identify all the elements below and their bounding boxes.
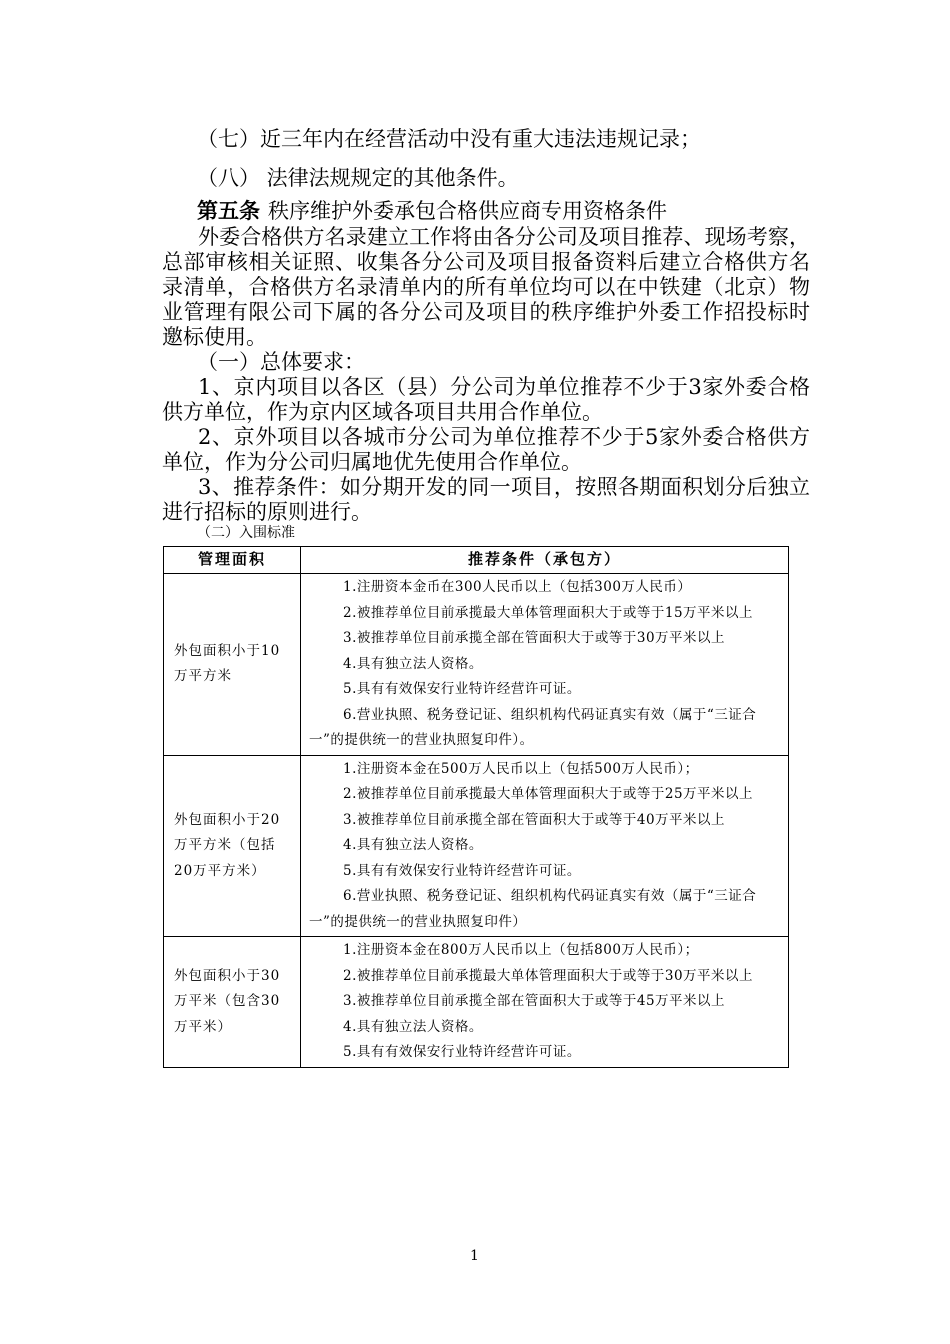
requirement-item-3: 3、推荐条件：如分期开发的同一项目，按照各期面积划分后独立进行招标的原则进行。 [162, 475, 810, 524]
requirement-item-2: 2、京外项目以各城市分公司为单位推荐不少于5家外委合格供方单位，作为分公司归属地优先使用合作单位。 [162, 425, 810, 474]
article-body: 外委合格供方名录建立工作将由各分公司及项目推荐、现场考察，总部审核相关证照、收集各分公司及项目报备资料后建立合格供方名录清单，合格供方名录清单内的所有单位均可以在中铁建（北京）物业管理有限公司下属的各分公司及项目的秩序维护外委工作招投标时邀标使用。 [162, 225, 810, 349]
condition-item: 5.具有有效保安行业特许经营许可证。 [343, 1044, 581, 1060]
condition-item: 3.被推荐单位目前承揽全部在管面积大于或等于45万平米以上 [343, 993, 726, 1009]
conditions-cell [301, 574, 789, 756]
admission-standard-table [163, 546, 789, 1068]
condition-item: 1.注册资本金币在300人民币以上（包括300万人民币） [343, 579, 692, 595]
header-conditions: 推荐条件（承包方） [301, 547, 789, 574]
conditions-cell [301, 937, 789, 1068]
article-title: 秩序维护外委承包合格供应商专用资格条件 [268, 199, 667, 223]
conditions-cell [301, 755, 789, 937]
condition-item: 4.具有独立法人资格。 [343, 837, 483, 853]
table-row [164, 574, 789, 756]
clause-eight: （八） 法律法规规定的其他条件。 [197, 166, 519, 190]
condition-item: 5.具有有效保安行业特许经营许可证。 [343, 681, 581, 697]
admission-standard-heading: （二）入围标准 [197, 525, 295, 541]
condition-item: 1.注册资本金在800万人民币以上（包括800万人民币）； [343, 942, 699, 958]
article-heading [197, 198, 667, 224]
area-cell: 外包面积小于20万平方米（包括20万平方米） [164, 755, 301, 937]
requirement-item-1: 1、京内项目以各区（县）分公司为单位推荐不少于3家外委合格供方单位，作为京内区域各项目共用合作单位。 [162, 375, 810, 424]
area-cell: 外包面积小于30万平米（包含30万平米） [164, 937, 301, 1068]
table-row [164, 937, 789, 1068]
clause-seven: （七）近三年内在经营活动中没有重大违法违规记录； [197, 127, 701, 151]
general-requirements-heading: （一）总体要求： [197, 350, 365, 374]
condition-item: 4.具有独立法人资格。 [343, 655, 483, 672]
header-area: 管理面积 [164, 547, 301, 574]
condition-item: 3.被推荐单位目前承揽全部在管面积大于或等于30万平米以上 [343, 630, 726, 646]
condition-item: 6.营业执照、税务登记证、组织机构代码证真实有效（属于“三证合一”的提供统一的营业执照复印件）。 [309, 706, 757, 748]
page-number: 1 [470, 1248, 479, 1264]
article-number: 第五条 [197, 198, 260, 223]
condition-item: 2.被推荐单位目前承揽最大单体管理面积大于或等于15万平米以上 [343, 604, 754, 621]
table-row [164, 755, 789, 937]
condition-item: 4.具有独立法人资格。 [343, 1018, 483, 1035]
condition-item: 2.被推荐单位目前承揽最大单体管理面积大于或等于25万平米以上 [343, 786, 754, 802]
condition-item: 5.具有有效保安行业特许经营许可证。 [343, 862, 581, 879]
condition-item: 6.营业执照、税务登记证、组织机构代码证真实有效（属于“三证合一”的提供统一的营业执照复印件） [309, 888, 757, 930]
condition-item: 3.被推荐单位目前承揽全部在管面积大于或等于40万平米以上 [343, 811, 726, 828]
condition-item: 2.被推荐单位目前承揽最大单体管理面积大于或等于30万平米以上 [343, 967, 754, 984]
condition-item: 1.注册资本金在500万人民币以上（包括500万人民币）； [343, 760, 699, 777]
area-cell: 外包面积小于10万平方米 [164, 574, 301, 756]
table-header-row [164, 547, 789, 574]
